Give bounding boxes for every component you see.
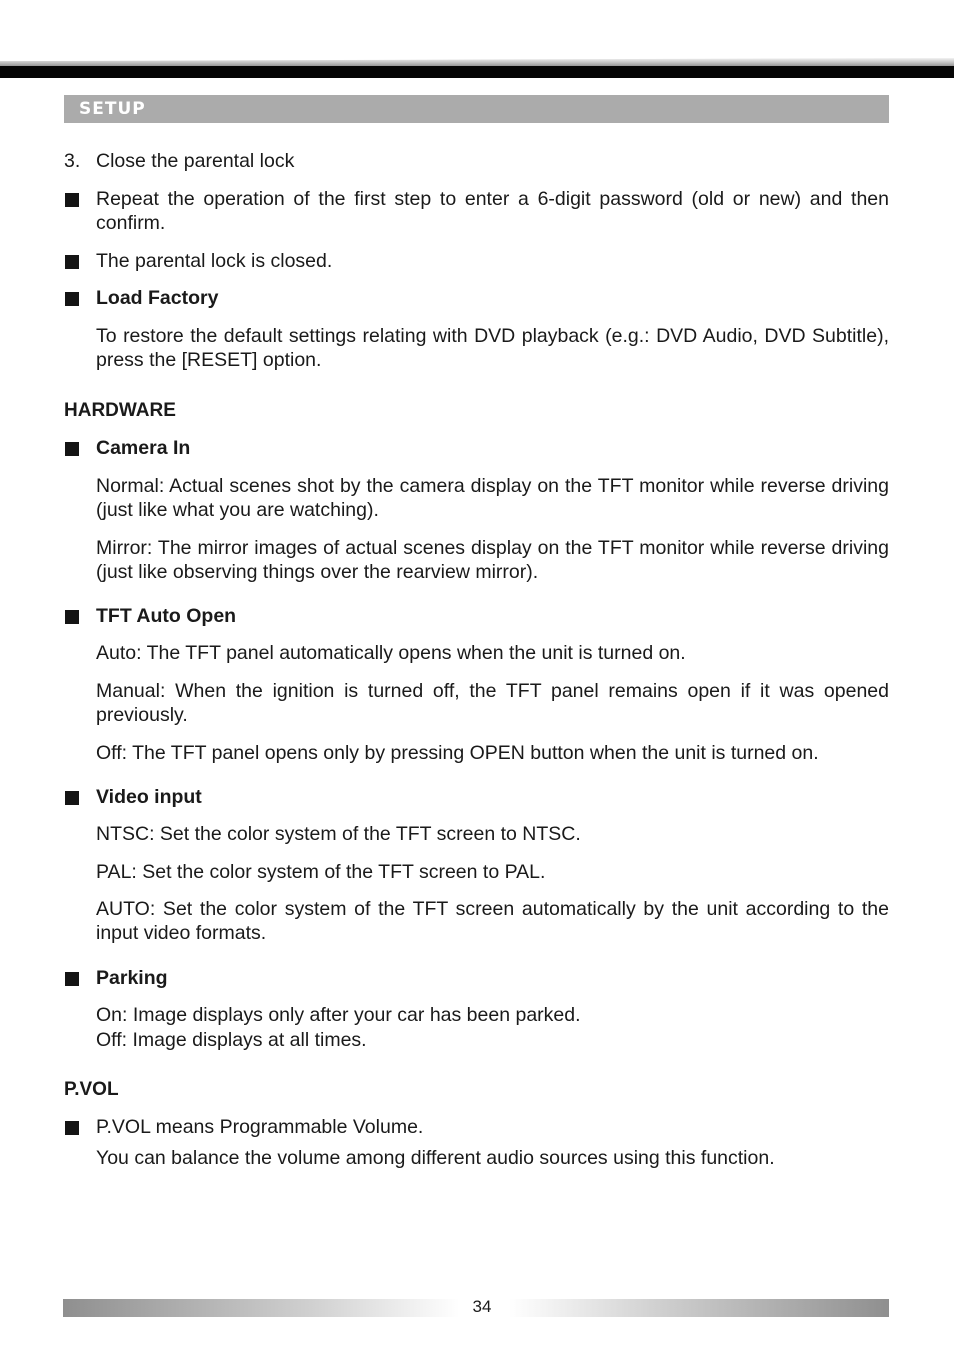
bullet-square-icon [65,791,79,805]
tft-auto-open-manual: Manual: When the ignition is turned off, the TFT panel remains open if it was opened previously. [96,680,889,726]
section-header [64,95,889,123]
bullet-square-icon [65,442,79,456]
bullet-square-icon [65,972,79,986]
pvol-definition: P.VOL means Programmable Volume. [96,1116,424,1138]
camera-in-normal: Normal: Actual scenes shot by the camera display on the TFT monitor while reverse driving (just like what you are watching). [96,475,889,521]
video-input-title: Video input [96,786,202,808]
top-bar [0,66,954,78]
parking-on: On: Image displays only after your car has been parked. [96,1004,581,1026]
pvol-heading: P.VOL [64,1079,119,1100]
pvol-description: You can balance the volume among different audio sources using this function. [96,1147,775,1169]
hardware-heading: HARDWARE [64,400,176,421]
load-factory-title: Load Factory [96,287,219,309]
bullet-square-icon [65,255,79,269]
bullet-square-icon [65,610,79,624]
video-input-pal: PAL: Set the color system of the TFT screen to PAL. [96,861,546,883]
step-number: 3. [64,150,81,172]
video-input-ntsc: NTSC: Set the color system of the TFT screen to NTSC. [96,823,581,845]
step-title: Close the parental lock [96,150,295,172]
section-title: SETUP [79,99,146,119]
tft-auto-open-off: Off: The TFT panel opens only by pressing OPEN button when the unit is turned on. [96,742,819,764]
camera-in-title: Camera In [96,437,191,459]
parking-off: Off: Image displays at all times. [96,1029,367,1051]
parental-lock-instruction: Repeat the operation of the first step to enter a 6-digit password (old or new) and then confirm. [96,188,889,234]
tft-auto-open-auto: Auto: The TFT panel automatically opens when the unit is turned on. [96,642,686,664]
parental-lock-status: The parental lock is closed. [96,250,333,272]
bullet-square-icon [65,193,79,207]
bullet-square-icon [65,292,79,306]
load-factory-description: To restore the default settings relating with DVD playback (e.g.: DVD Audio, DVD Subtitle), press the [RESET] option. [96,325,889,371]
video-input-auto: AUTO: Set the color system of the TFT screen automatically by the unit according to the input video formats. [96,898,889,944]
bullet-square-icon [65,1121,79,1135]
page-number: 34 [472,1297,492,1316]
parking-title: Parking [96,967,168,989]
camera-in-mirror: Mirror: The mirror images of actual scenes display on the TFT monitor while reverse driving (just like observing things over the rearview mirror). [96,537,889,583]
tft-auto-open-title: TFT Auto Open [96,605,237,627]
